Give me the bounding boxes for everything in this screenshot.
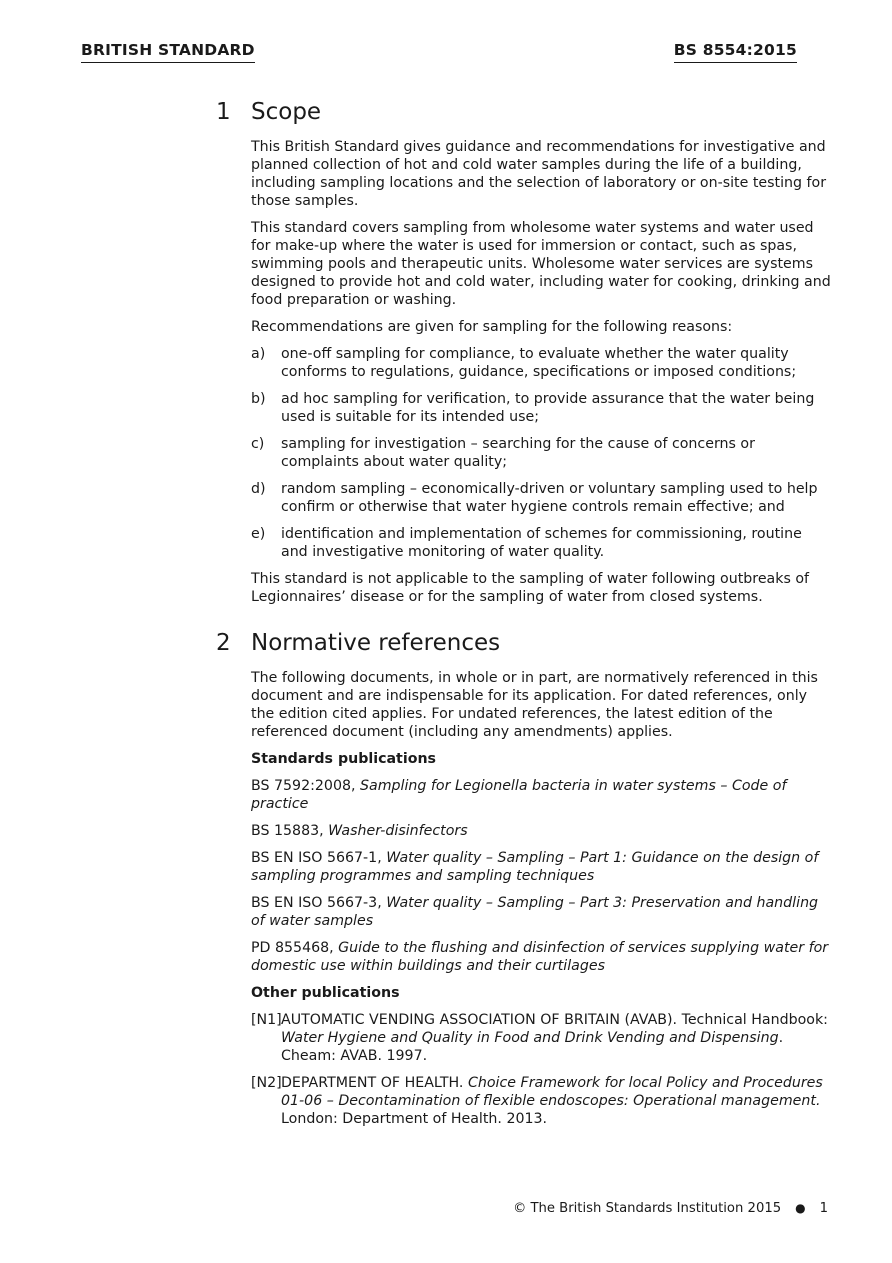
paragraph: This standard is not applicable to the sampling of water following outbreaks of Legionnaires’ disease or for the sampling of water from closed systems. (251, 571, 810, 605)
list-item (251, 345, 831, 381)
bibliography-entry (251, 1011, 831, 1065)
bibliography-marker: [N1] (251, 1012, 282, 1028)
bibliography-author: AUTOMATIC VENDING ASSOCIATION OF BRITAIN (AVAB). Technical Handbook: (281, 1012, 828, 1028)
bibliography-publisher: London: Department of Health. 2013. (281, 1111, 548, 1127)
reference-title: Guide to the flushing and disinfection of services supplying water for domestic use within buildings and their curtilages (251, 940, 829, 974)
paragraph: The following documents, in whole or in part, are normatively referenced in this document and are indispensable for its application. For dated references, only the edition cited applies. For undated references, the latest edition of the referenced document (including any amendments) applies. (251, 670, 818, 740)
section-number: 1 (216, 99, 231, 125)
header-document-number: BS 8554:2015 (674, 40, 797, 63)
page-content (216, 94, 831, 1137)
list-item-text: identification and implementation of schemes for commissioning, routine and investigative monitoring of water quality. (281, 526, 802, 560)
reference-title: Water quality – Sampling – Part 3: Preservation and handling of water samples (251, 895, 819, 929)
reference-entry (251, 894, 831, 930)
subheading-other-publications: Other publications (251, 985, 400, 1001)
copyright-notice: © The British Standards Institution 2015 (513, 1201, 782, 1216)
page-footer (513, 1199, 828, 1218)
list-marker: b) (251, 391, 266, 407)
reference-code: BS 15883, (251, 823, 329, 839)
bibliography-title: Water Hygiene and Quality in Food and Drink Vending and Dispensing (281, 1030, 779, 1046)
bibliography-author: DEPARTMENT OF HEALTH. (281, 1075, 468, 1091)
list-item-text: ad hoc sampling for verification, to provide assurance that the water being used is suitable for its intended use; (281, 391, 815, 425)
paragraph: This standard covers sampling from wholesome water systems and water used for make-up where the water is used for immersion or contact, such as spas, swimming pools and therapeutic units. Wholesome water services are systems designed to provide hot and cold water, including water for cooking, drinking and food preparation or washing. (251, 220, 831, 308)
bullet-separator-icon: ● (795, 1201, 806, 1215)
reference-entry (251, 849, 831, 885)
page-number: 1 (819, 1201, 828, 1216)
bibliography-title: Choice Framework for local Policy and Procedures 01-06 – Decontamination of flexible endoscopes: Operational management. (281, 1075, 823, 1109)
section-number: 2 (216, 630, 231, 656)
reference-code: BS EN ISO 5667-3, (251, 895, 387, 911)
reference-code: PD 855468, (251, 940, 339, 956)
paragraph: Recommendations are given for sampling for the following reasons: (251, 319, 733, 335)
list-marker: c) (251, 436, 265, 452)
reference-entry (251, 822, 831, 840)
bibliography-publisher: . Cheam: AVAB. 1997. (281, 1030, 784, 1064)
list-item (251, 525, 831, 561)
paragraph: This British Standard gives guidance and recommendations for investigative and planned collection of hot and cold water samples during the life of a building, including sampling locations and the selection of laboratory or on-site testing for those samples. (251, 139, 827, 209)
section-heading-normative-references (216, 625, 831, 661)
list-item-text: one-off sampling for compliance, to evaluate whether the water quality conforms to regulations, guidance, specifications or imposed conditions; (281, 346, 797, 380)
list-item (251, 480, 831, 516)
reference-title: Sampling for Legionella bacteria in water systems – Code of practice (251, 778, 787, 812)
section-heading-scope (216, 94, 831, 130)
list-item-text: sampling for investigation – searching for the cause of concerns or complaints about water quality; (281, 436, 755, 470)
section-title: Scope (251, 99, 322, 125)
bibliography-marker: [N2] (251, 1075, 282, 1091)
reference-code: BS 7592:2008, (251, 778, 361, 794)
bibliography-entry (251, 1074, 831, 1128)
list-marker: d) (251, 481, 266, 497)
list-item (251, 390, 831, 426)
reference-title: Washer-disinfectors (328, 823, 468, 839)
reference-entry (251, 777, 831, 813)
list-item (251, 435, 831, 471)
list-item-text: random sampling – economically-driven or voluntary sampling used to help confirm or otherwise that water hygiene controls remain effective; and (281, 481, 818, 515)
list-marker: a) (251, 346, 266, 362)
section-title: Normative references (251, 630, 501, 656)
subheading-standards-publications: Standards publications (251, 751, 436, 767)
list-marker: e) (251, 526, 266, 542)
reference-entry (251, 939, 831, 975)
reference-code: BS EN ISO 5667-1, (251, 850, 387, 866)
header-standard-label: BRITISH STANDARD (81, 40, 255, 63)
reference-title: Water quality – Sampling – Part 1: Guidance on the design of sampling programmes and sampling techniques (251, 850, 819, 884)
